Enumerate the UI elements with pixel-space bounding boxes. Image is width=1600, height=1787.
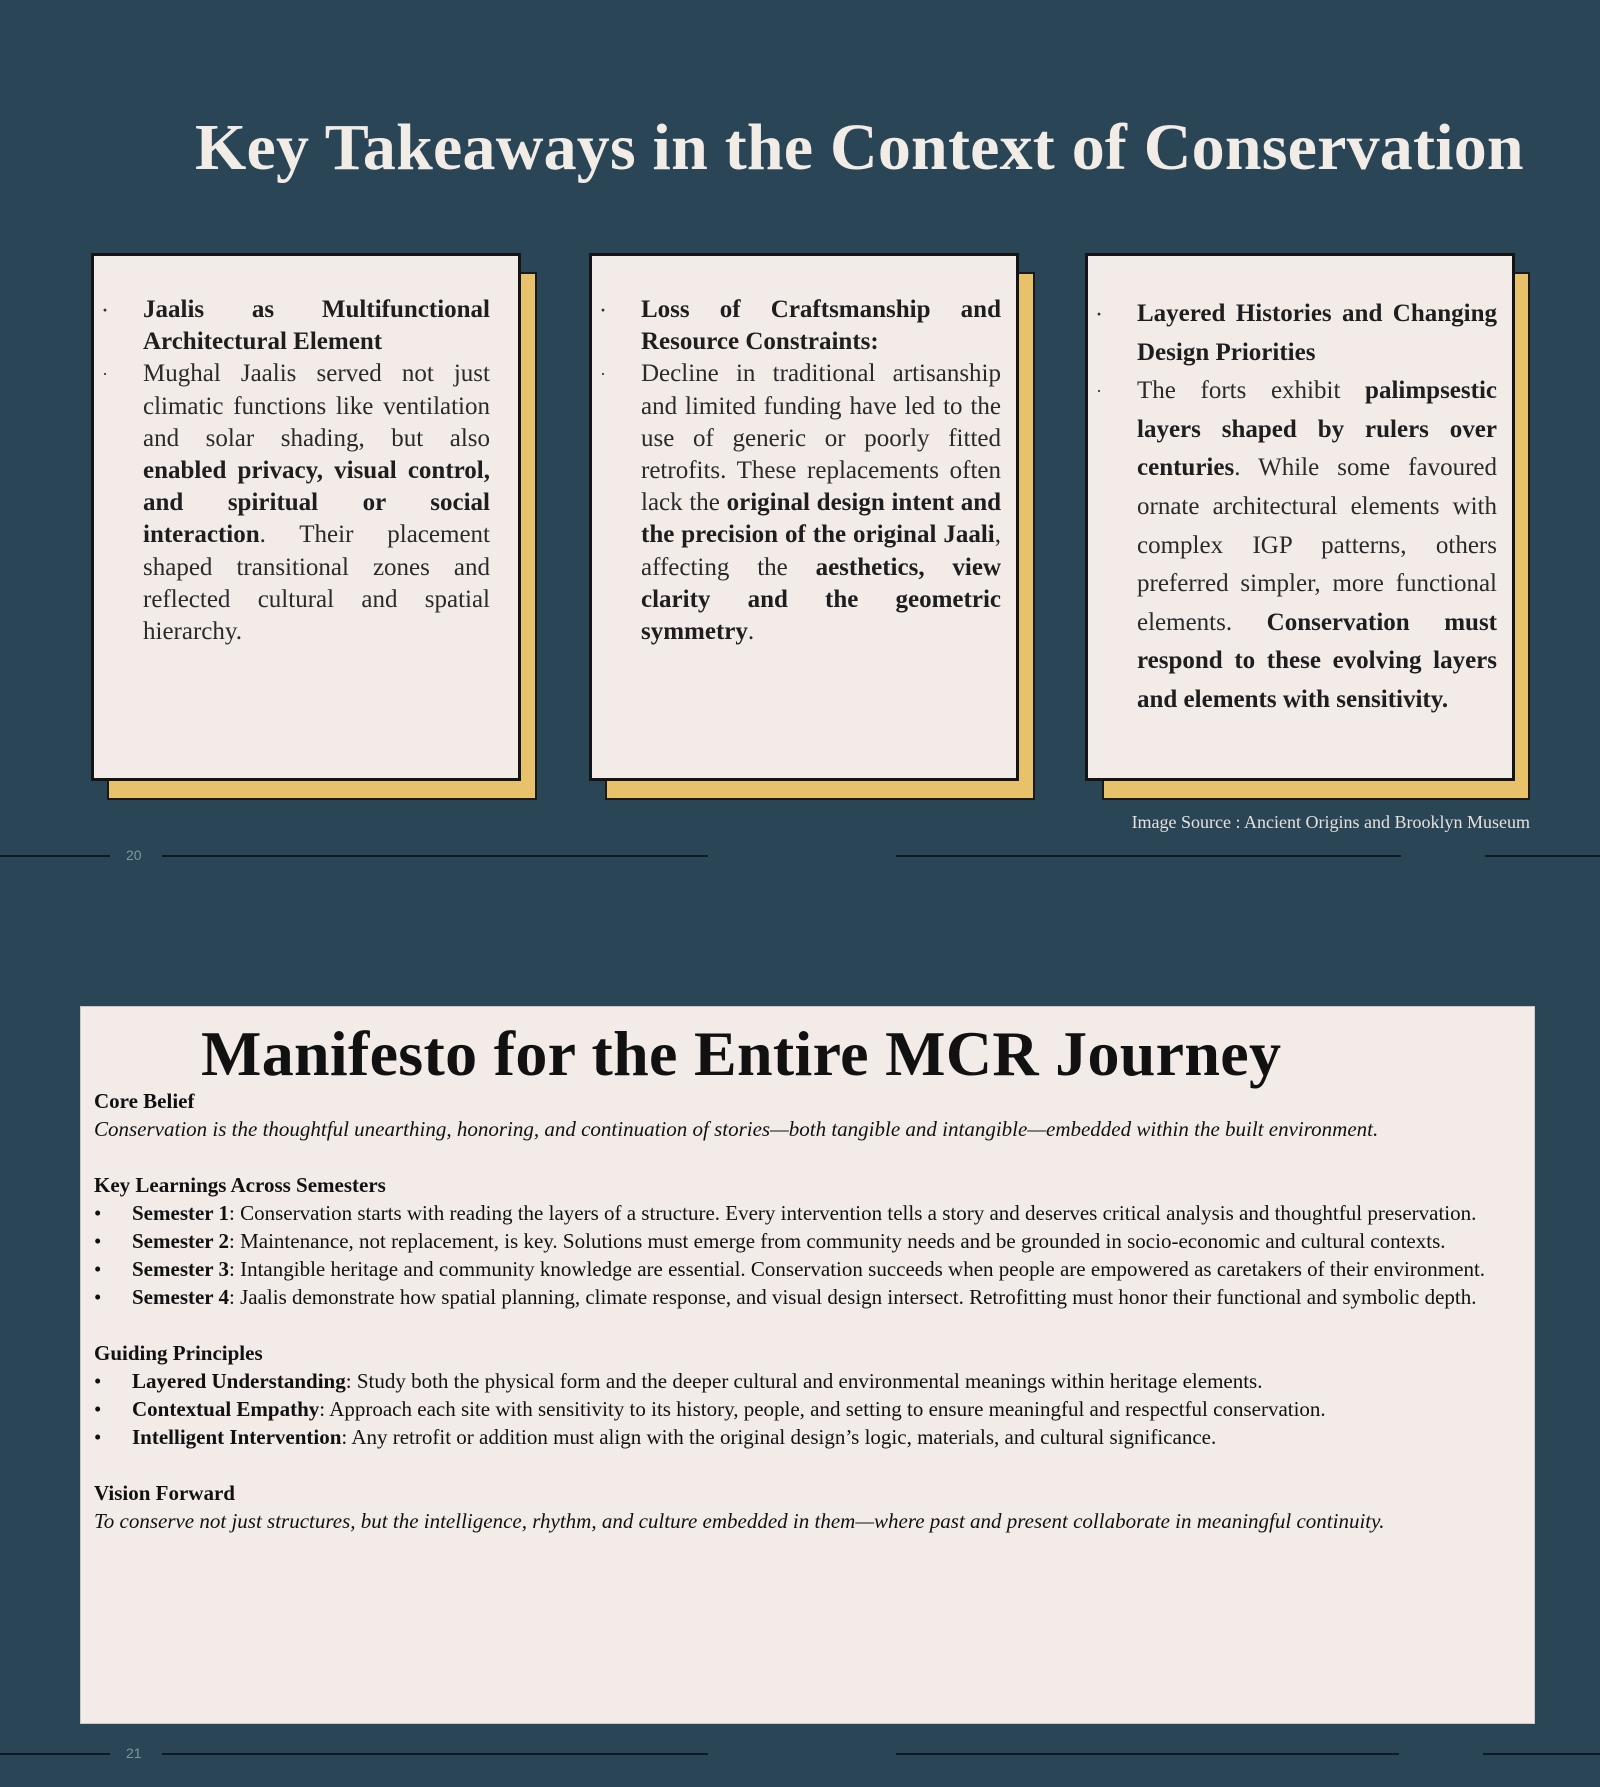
- vision-text: To conserve not just structures, but the intelligence, rhythm, and culture embedded in them—where past and present collaborate in meaningful continuity.: [94, 1509, 1385, 1533]
- list-item: • Semester 1: Conservation starts with reading the layers of a structure. Every intervention tells a story and deserves critical analysis and thoughtful preservation.: [94, 1199, 1516, 1227]
- card-heading: · Loss of Craftsmanship and Resource Constraints:: [630, 294, 1001, 358]
- footer-rule: [162, 1753, 708, 1755]
- section-heading: Guiding Principles: [94, 1341, 263, 1365]
- takeaway-card-1: [91, 253, 521, 781]
- manifesto-title: Manifesto for the Entire MCR Journey: [201, 1018, 1282, 1089]
- card-body: · Decline in traditional artisanship and limited funding have led to the use of generic or poorly fitted retrofits. These replacements often lack the original design intent and the precision of the original Jaali, affecting the aesthetics, view clarity and the geometric symmetry.: [630, 358, 1001, 648]
- section-heading: Key Learnings Across Semesters: [94, 1173, 386, 1197]
- card-heading: · Layered Histories and Changing Design Priorities: [1126, 295, 1497, 372]
- section-heading: Core Belief: [94, 1089, 195, 1113]
- footer-rule: [162, 855, 708, 857]
- page-number: 21: [126, 1745, 142, 1761]
- list-item: • Layered Understanding: Study both the physical form and the deeper cultural and environmental meanings within heritage elements.: [94, 1367, 1516, 1395]
- card-heading: · Jaalis as Multifunctional Architectural Element: [132, 294, 490, 358]
- page-number: 20: [126, 847, 142, 863]
- takeaway-card-3: [1085, 253, 1515, 781]
- takeaway-card-2: [589, 253, 1019, 781]
- image-source-caption: Image Source : Ancient Origins and Brooklyn Museum: [1131, 812, 1530, 832]
- section-heading: Vision Forward: [94, 1481, 235, 1505]
- card-body: · The forts exhibit palimpsestic layers shaped by rulers over centuries. While some favoured ornate architectural elements with complex IGP patterns, others preferred simpler, more functional elements. Conservation must respond to these evolving layers and elements with sensitivity.: [1126, 372, 1497, 719]
- list-item: • Semester 2: Maintenance, not replacement, is key. Solutions must emerge from community needs and be grounded in socio-economic and cultural contexts.: [94, 1227, 1516, 1255]
- footer-rule: [0, 855, 110, 857]
- list-item: • Intelligent Intervention: Any retrofit or addition must align with the original design’s logic, materials, and cultural significance.: [94, 1423, 1516, 1451]
- footer-rule: [896, 855, 1401, 857]
- list-item: • Semester 3: Intangible heritage and community knowledge are essential. Conservation succeeds when people are empowered as caretakers of their environment.: [94, 1255, 1516, 1283]
- key-learnings-list: [94, 1199, 1516, 1311]
- guiding-principles-list: [94, 1367, 1516, 1451]
- core-belief-text: Conservation is the thoughtful unearthing, honoring, and continuation of stories—both tangible and intangible—embedded within the built environment.: [94, 1117, 1379, 1141]
- list-item: • Contextual Empathy: Approach each site with sensitivity to its history, people, and setting to ensure meaningful and respectful conservation.: [94, 1395, 1516, 1423]
- footer-rule: [896, 1753, 1399, 1755]
- list-item: • Semester 4: Jaalis demonstrate how spatial planning, climate response, and visual design intersect. Retrofitting must honor their functional and symbolic depth.: [94, 1283, 1516, 1311]
- page-title: Key Takeaways in the Context of Conservation: [195, 111, 1524, 184]
- footer-rule: [1485, 855, 1600, 857]
- manifesto-panel: [80, 1006, 1535, 1724]
- footer-rule: [1483, 1753, 1600, 1755]
- manifesto-body: [94, 1087, 1516, 1535]
- footer-rule: [0, 1753, 110, 1755]
- card-body: · Mughal Jaalis served not just climatic functions like ventilation and solar shading, but also enabled privacy, visual control, and spiritual or social interaction. Their placement shaped transitional zones and reflected cultural and spatial hierarchy.: [132, 358, 490, 648]
